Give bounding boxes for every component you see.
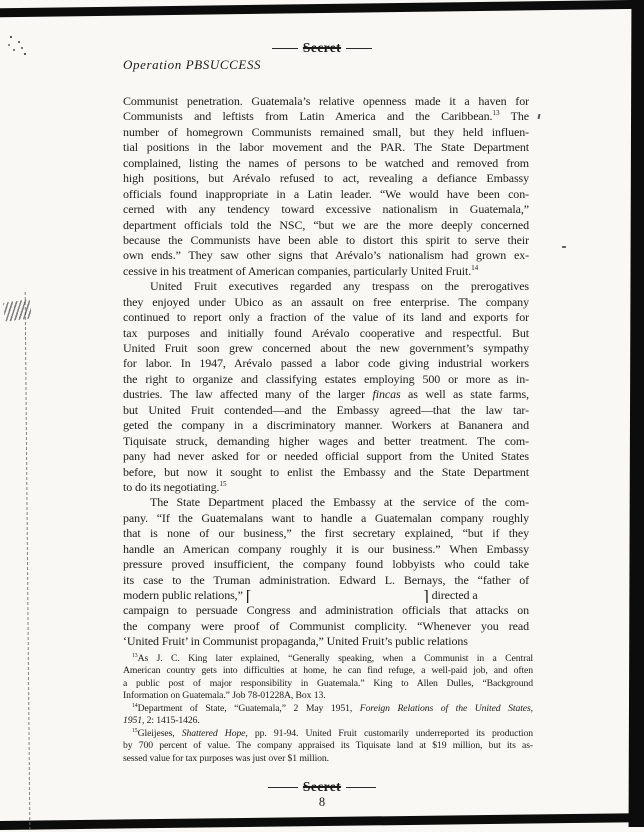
body-line: the right to organize and classifying estates employing 500 or more as in- xyxy=(123,371,529,386)
classification-header xyxy=(0,40,644,56)
body-line: campaign to persuade Congress and administration officials that attacks on xyxy=(123,603,529,618)
body-line: pressure proved insufficient, the company found lobbyists who could take xyxy=(123,557,529,572)
scan-edge-right xyxy=(629,5,644,827)
body-line: high positions, but Arévalo refused to act, revealing a defiance Embassy xyxy=(123,171,529,186)
scan-speck xyxy=(538,114,541,119)
paragraph xyxy=(123,495,529,649)
body-line: number of homegrown Communists remained small, but they held influen- xyxy=(123,124,529,139)
body-line: for labor. In 1947, Arévalo passed a labor code giving industrial workers xyxy=(123,356,529,371)
body-line: modern public relations,” [ ] directed a xyxy=(123,588,478,604)
footnote-line: a public post of major responsibility in Guatemala.” King to Allen Dulles, “Background xyxy=(123,677,533,689)
body-line: its case to the Truman administration. Edward L. Bernays, the “father of xyxy=(123,572,529,587)
scan-noise-blob xyxy=(3,299,32,321)
body-line: because the Communists have been able to distort this spirit to serve their xyxy=(123,232,529,247)
classification-label: Secret xyxy=(302,40,342,55)
body-line: tial positions in the labor movement and the PAR. The State Department xyxy=(123,140,529,155)
redaction-bracket-open: [ xyxy=(245,588,252,604)
body-line: cessive in his treatment of American companies, particularly United Fruit.$^{14}$ xyxy=(123,263,479,278)
body-line: The State Department placed the Embassy at the service of the com- xyxy=(150,495,529,510)
paragraph xyxy=(123,279,529,495)
strike-line xyxy=(346,48,372,49)
scan-edge-top xyxy=(0,0,644,17)
footnote-line: $^{15}$Gleijeses, Shattered Hope, pp. 91-94. United Fruit customarily underreported its production xyxy=(132,727,533,739)
body-line: pany had never asked for or needed official support from the United States xyxy=(123,449,529,464)
redaction-bracket-close: ] xyxy=(423,588,429,604)
body-line: dustries. The law affected many of the larger fincas as well as state farms, xyxy=(123,387,529,402)
body-line: officials found inappropriate in a Latin leader. “We would have been con- xyxy=(123,186,529,201)
body-line: cerned with any tendency toward excessive nationalism in Guatemala,” xyxy=(123,202,529,217)
body-line: Communists and leftists from Latin America and the Caribbean.$^{13}$ The xyxy=(123,109,529,124)
strike-line xyxy=(346,787,376,788)
body-line: handle an American company roughly it is our business.” When Embassy xyxy=(123,541,529,556)
body-line: that is none of our business,” the first secretary explained, “but if they xyxy=(123,526,529,541)
footnotes xyxy=(123,653,533,765)
body-line: Communist penetration. Guatemala’s relative openness made it a haven for xyxy=(123,94,529,108)
body-line: pany. “If the Guatemalans want to handle a Guatemalan company roughly xyxy=(123,510,529,525)
body-line: to do its negotiating.$^{15}$ xyxy=(123,479,227,494)
scan-speck xyxy=(562,246,566,248)
paragraph xyxy=(123,728,533,765)
body-line: continued to report only a fraction of the value of its land and exports for xyxy=(123,310,529,325)
strike-line xyxy=(272,48,298,49)
page-fold-line xyxy=(25,292,31,830)
body-line: United Fruit soon grew concerned about the new government’s sympathy xyxy=(123,341,529,355)
body-line: before, but now it sought to enlist the Embassy and the State Department xyxy=(123,464,529,479)
footnote-line: $^{14}$Department of State, “Guatemala,” 2 May 1951, Foreign Relations of the United States, xyxy=(132,702,533,714)
footnote-line: American country gets into difficulties at home, he can find refuge, a well-paid job, and often xyxy=(123,665,533,677)
scan-speck-cluster xyxy=(10,36,12,38)
body-line: but United Fruit contended—and the Embassy agreed—that the law tar- xyxy=(123,402,529,417)
body-line: tax purposes and initially found Arévalo cooperative and respectful. But xyxy=(123,325,529,340)
body-line: United Fruit executives regarded any trespass on the prerogatives xyxy=(150,279,529,294)
body-line: the company were proof of Communist complicity. “Whenever you read xyxy=(123,618,529,633)
body-line: ‘United Fruit’ in Communist propaganda,” United Fruit’s public relations xyxy=(123,634,468,649)
footnote-line: Information on Guatemala.” Job 78-01228A, Box 13. xyxy=(123,690,326,702)
body-line: own ends.” They saw other signs that Arévalo’s nationalism had grown ex- xyxy=(123,248,529,263)
strike-line xyxy=(268,787,298,788)
footnote-line: by 700 percent of value. The company appraised its Tiquisate land at $19 million, but its as- xyxy=(123,740,533,752)
body-line: Tiquisate struck, demanding higher wages and better treatment. The com- xyxy=(123,433,529,448)
paragraph xyxy=(123,653,533,703)
body-text xyxy=(123,94,529,650)
paragraph xyxy=(123,94,529,279)
footnote-line: 1951, 2: 1415-1426. xyxy=(123,715,200,727)
footnote-line: sessed value for tax purposes was just over $1 million. xyxy=(123,752,329,764)
scan-edge-bottom xyxy=(0,813,644,830)
running-title: Operation PBSUCCESS xyxy=(123,57,262,72)
classification-label: Secret xyxy=(302,779,342,794)
paragraph xyxy=(123,703,533,728)
body-line: complained, listing the names of persons to be watched and removed from xyxy=(123,155,529,170)
body-line: they enjoyed under Ubico as an assault on free enterprise. The company xyxy=(123,294,529,309)
body-line: geted the company in a discriminatory manner. Workers at Bananera and xyxy=(123,418,529,433)
classification-footer xyxy=(0,779,644,795)
page-number: 8 xyxy=(318,795,326,809)
body-line: department officials told the NSC, “but we are the more deeply concerned xyxy=(123,217,529,232)
footnote-line: $^{13}$As J. C. King later explained, “Generally speaking, when a Communist in a Central xyxy=(132,653,533,664)
redaction-gap xyxy=(251,598,423,599)
